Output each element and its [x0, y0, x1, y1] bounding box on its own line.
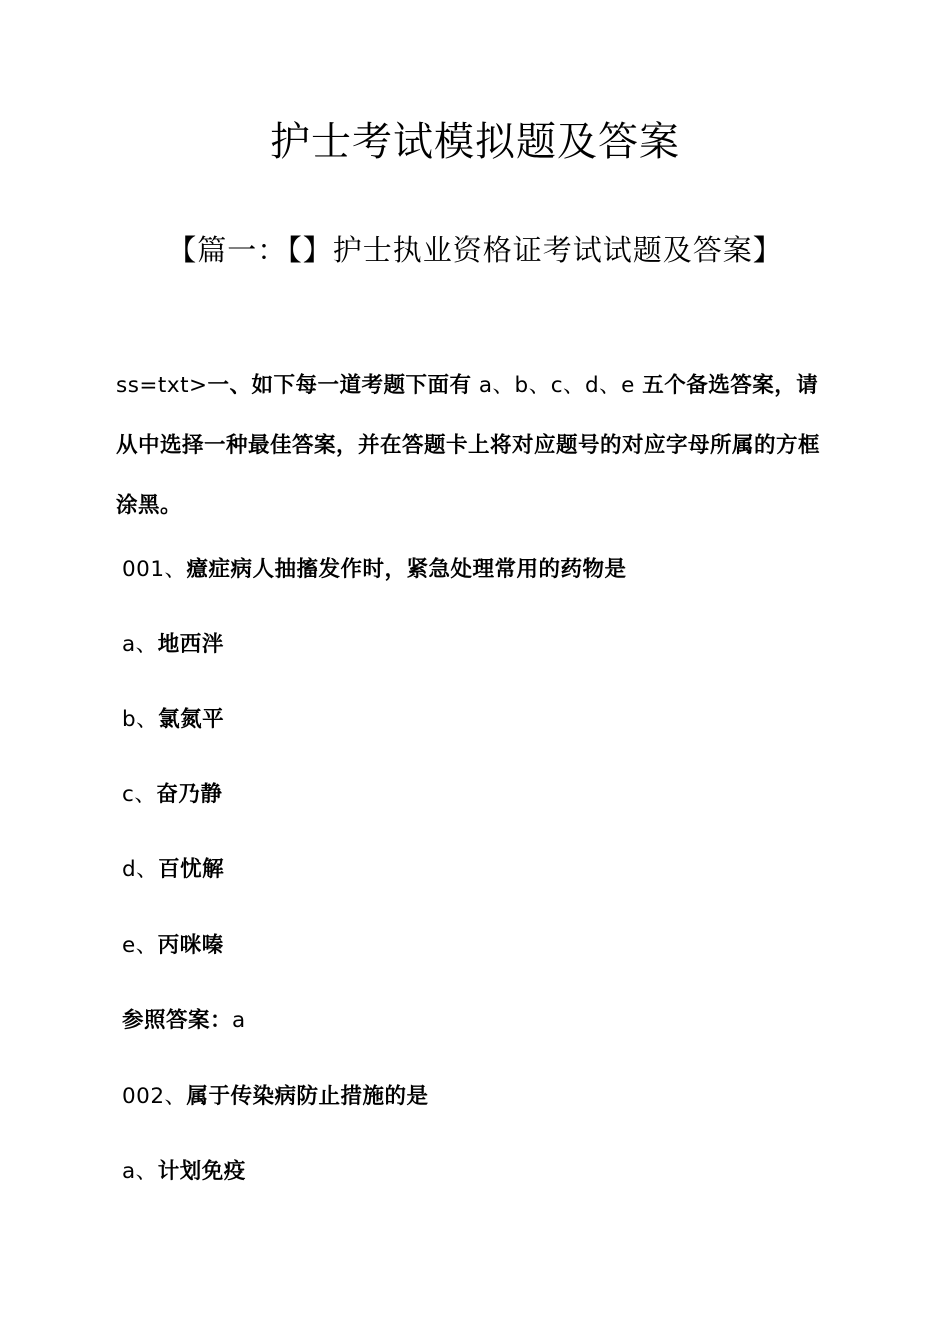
question-text: 癔症病人抽搐发作时，紧急处理常用的药物是 [186, 557, 627, 582]
instructions-paragraph [116, 356, 836, 536]
option-d [122, 853, 224, 887]
option-letter: b、 [122, 707, 159, 732]
option-c [122, 778, 222, 812]
instructions-text-2: 五个备选答案，请从中选择一种最佳答案，并在答题卡上将对应题号的对应字母所属的方框涂黑。 [116, 373, 821, 518]
option-a [122, 1155, 246, 1189]
section-title: 【篇一：【】护士执业资格证考试试题及答案】 [167, 233, 783, 267]
option-text: 地西泮 [157, 632, 224, 657]
option-text: 氯氮平 [158, 707, 225, 732]
option-a [122, 628, 224, 662]
option-letter: a、 [122, 1159, 158, 1184]
option-text: 奋乃静 [156, 782, 223, 807]
instructions-letters: a、b、c、d、e [471, 373, 643, 398]
page-title: 护士考试模拟题及答案 [270, 119, 680, 165]
reference-answer [122, 1004, 246, 1038]
option-text: 丙咪嗪 [157, 933, 224, 958]
question-number: 001、 [122, 557, 187, 582]
instructions-text-1: 一、如下每一道考题下面有 [207, 373, 472, 398]
question-stem [122, 553, 627, 587]
option-text: 计划免疫 [157, 1159, 246, 1184]
answer-label: 参照答案： [122, 1008, 233, 1033]
option-letter: d、 [122, 857, 159, 882]
question-number: 002、 [122, 1084, 187, 1109]
instructions-prefix: ss=txt> [116, 373, 208, 398]
option-letter: c、 [122, 782, 157, 807]
option-b [122, 703, 224, 737]
question-stem [122, 1080, 429, 1114]
option-text: 百忧解 [158, 857, 225, 882]
question-text: 属于传染病防止措施的是 [186, 1084, 429, 1109]
answer-value: a [232, 1008, 246, 1033]
option-e [122, 929, 224, 963]
option-letter: a、 [122, 632, 158, 657]
option-letter: e、 [122, 933, 158, 958]
